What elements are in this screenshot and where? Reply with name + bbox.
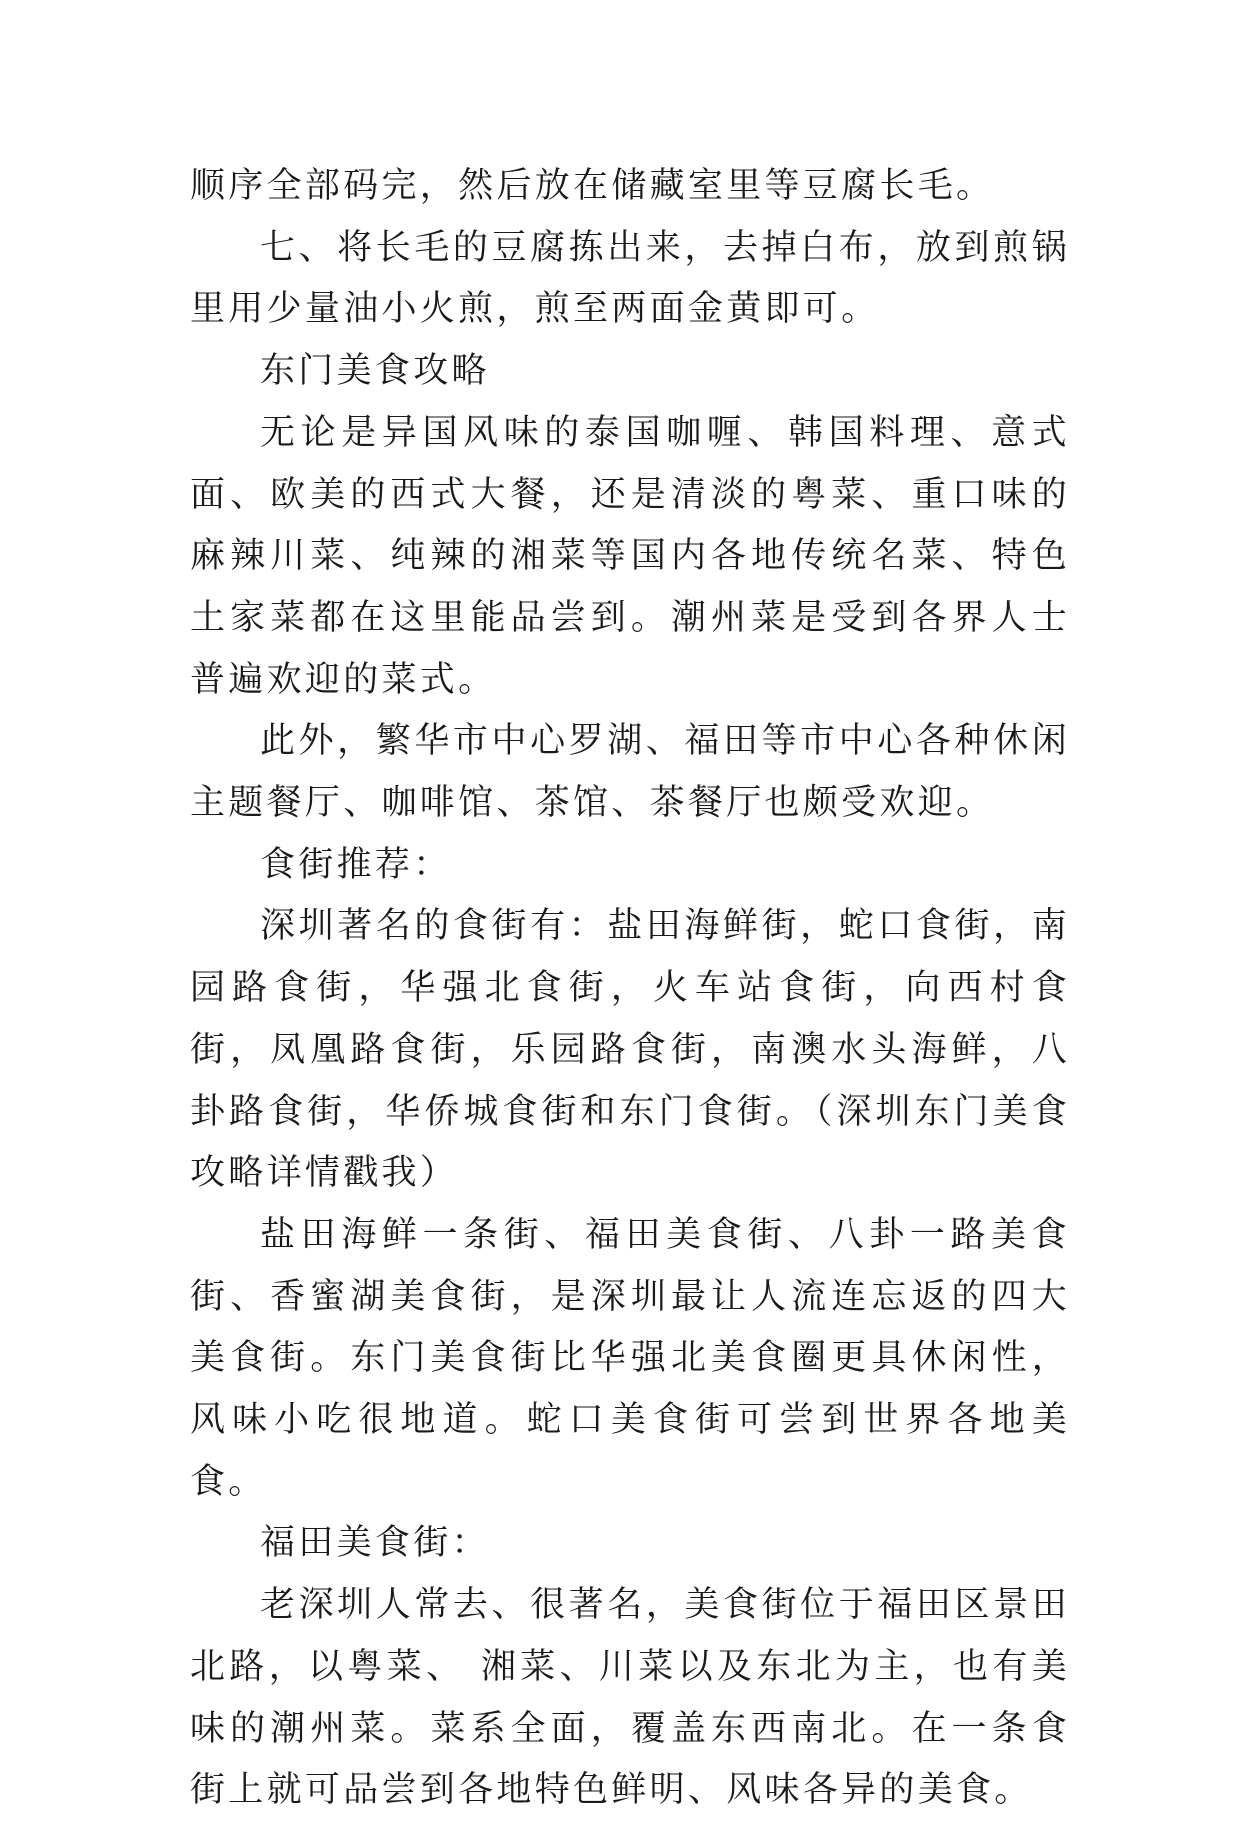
paragraph-continuation: 顺序全部码完，然后放在储藏室里等豆腐长毛。 <box>190 166 995 206</box>
paragraph-four-food-streets: 盐田海鲜一条街、福田美食街、八卦一路美食街、香蜜湖美食街，是深圳最让人流连忘返的四大美食街。东门美食街比华强北美食圈更具休闲性，风味小吃很地道。蛇口美食街可尝到世界各地美食。 <box>190 1214 1070 1502</box>
paragraph-step-seven: 七、将长毛的豆腐拣出来，去掉白布，放到煎锅里用少量油小火煎，煎至两面金黄即可。 <box>190 227 1070 330</box>
heading-food-street-recommendations: 食街推荐： <box>260 844 452 885</box>
paragraph-cuisines: 无论是异国风味的泰国咖喱、韩国料理、意式面、欧美的西式大餐，还是清淡的粤菜、重口味的麻辣川菜、纯辣的湘菜等国内各地传统名菜、特色土家菜都在这里能品尝到。潮州菜是受到各界人士普遍欢迎的菜式。 <box>190 412 1070 700</box>
paragraph-famous-food-streets: 深圳著名的食街有：盐田海鲜街，蛇口食街，南园路食街，华强北食街，火车站食街，向西村食街，凤凰路食街，乐园路食街，南澳水头海鲜，八卦路食街，华侨城食街和东门食街。（深圳东门美食攻略详情戳我） <box>190 906 1070 1194</box>
paragraph-futian-description: 老深圳人常去、很著名，美食街位于福田区景田北路，以粤菜、 湘菜、川菜以及东北为主，也有美味的潮州菜。菜系全面，覆盖东西南北。在一条食街上就可品尝到各地特色鲜明、风味各异的美食。 <box>190 1585 1070 1811</box>
paragraph-restaurants: 此外，繁华市中心罗湖、福田等市中心各种休闲主题餐厅、咖啡馆、茶馆、茶餐厅也颇受欢迎。 <box>190 721 1070 824</box>
heading-dongmen-food-guide: 东门美食攻略 <box>260 351 490 392</box>
heading-futian-food-street: 福田美食街： <box>260 1523 490 1564</box>
document-body <box>190 156 1070 1822</box>
